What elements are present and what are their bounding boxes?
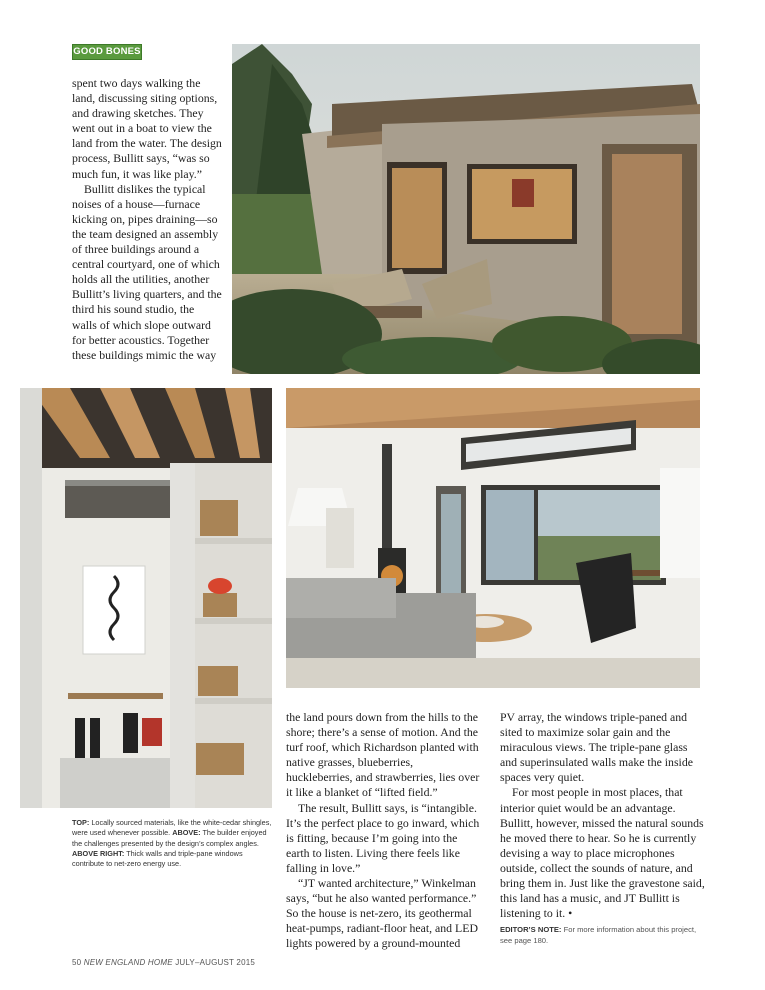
editors-note-text: For more information about this project, see page 180. (500, 925, 697, 945)
column-2 (286, 710, 482, 952)
page-number: 50 (72, 958, 82, 967)
col2-para-3: “JT wanted architecture,” Winkelman says, “but he also wanted performance.” So the house is net-zero, its geothermal heat-pumps, radiant-floor heat, and LED lights powered by a ground-mounted (286, 876, 478, 951)
editors-note (500, 925, 710, 946)
caption-top-text: Locally sourced materials, like the white-cedar shingles, were used whenever possible. (72, 818, 272, 838)
caption-above-right-label: ABOVE RIGHT: (72, 848, 125, 858)
caption-top-label: TOP: (72, 818, 90, 827)
col1-para-1: spent two days walking the land, discussing siting options, and drawing sketches. They went out in a boat to view the land from the water. The design process, Bullitt says, “was so much fun, it was like play.” (72, 76, 222, 181)
issue-date: JULY–AUGUST 2015 (175, 958, 256, 967)
photo-stair-interior (20, 388, 272, 808)
caption-above-text: The builder enjoyed the challenges presented by the design’s complex angles. (72, 828, 267, 848)
editors-note-label: EDITOR’S NOTE: (500, 925, 562, 934)
page-folio (72, 958, 255, 967)
column-3 (500, 710, 705, 921)
col2-para-2: The result, Bullitt says, is “intangible. It’s the perfect place to go inward, which is fitting, because I’m going into the earth to listen. Living there feels like falling in love.” (286, 800, 480, 875)
magazine-name: NEW ENGLAND HOME (83, 958, 173, 967)
column-1 (72, 76, 222, 363)
col3-para-2: For most people in most places, that interior quiet would be an advantage. Bullitt, however, missed the natural sounds he moved there to hear. So he is currently devising a way to place microphones outside, collect the sounds of nature, and bring them in. Just like the gravestone said, this land has a music, and JT Bullitt is listening to it. • (500, 785, 705, 921)
caption-above-right-text: Thick walls and triple-pane windows contribute to net-zero energy use. (72, 848, 243, 869)
col1-para-2: Bullitt dislikes the typical noises of a house—furnace kicking on, pipes draining—so the team designed an assembly of three buildings around a central courtyard, one of which holds all the utilities, another Bullitt’s living quarters, and the third his sound studio, the walls of which slope outward for better acoustics. Together these buildings mimic the way (72, 181, 222, 362)
photo-exterior (232, 44, 700, 374)
caption-above-label: ABOVE: (172, 828, 201, 838)
photo-caption (72, 818, 272, 869)
section-tag: GOOD BONES (72, 44, 142, 60)
col2-para-1: the land pours down from the hills to the shore; there’s a sense of motion. And the turf roof, which Richardson planted with native grasses, blueberries, huckleberries, and strawberries, lies over it like a blanket of “lifted field.” (286, 710, 480, 800)
photo-living-room (286, 388, 700, 688)
col3-para-1: PV array, the windows triple-paned and sited to maximize solar gain and the miraculous views. The triple-pane glass and superinsulated walls make the inside spaces very quiet. (500, 710, 693, 785)
